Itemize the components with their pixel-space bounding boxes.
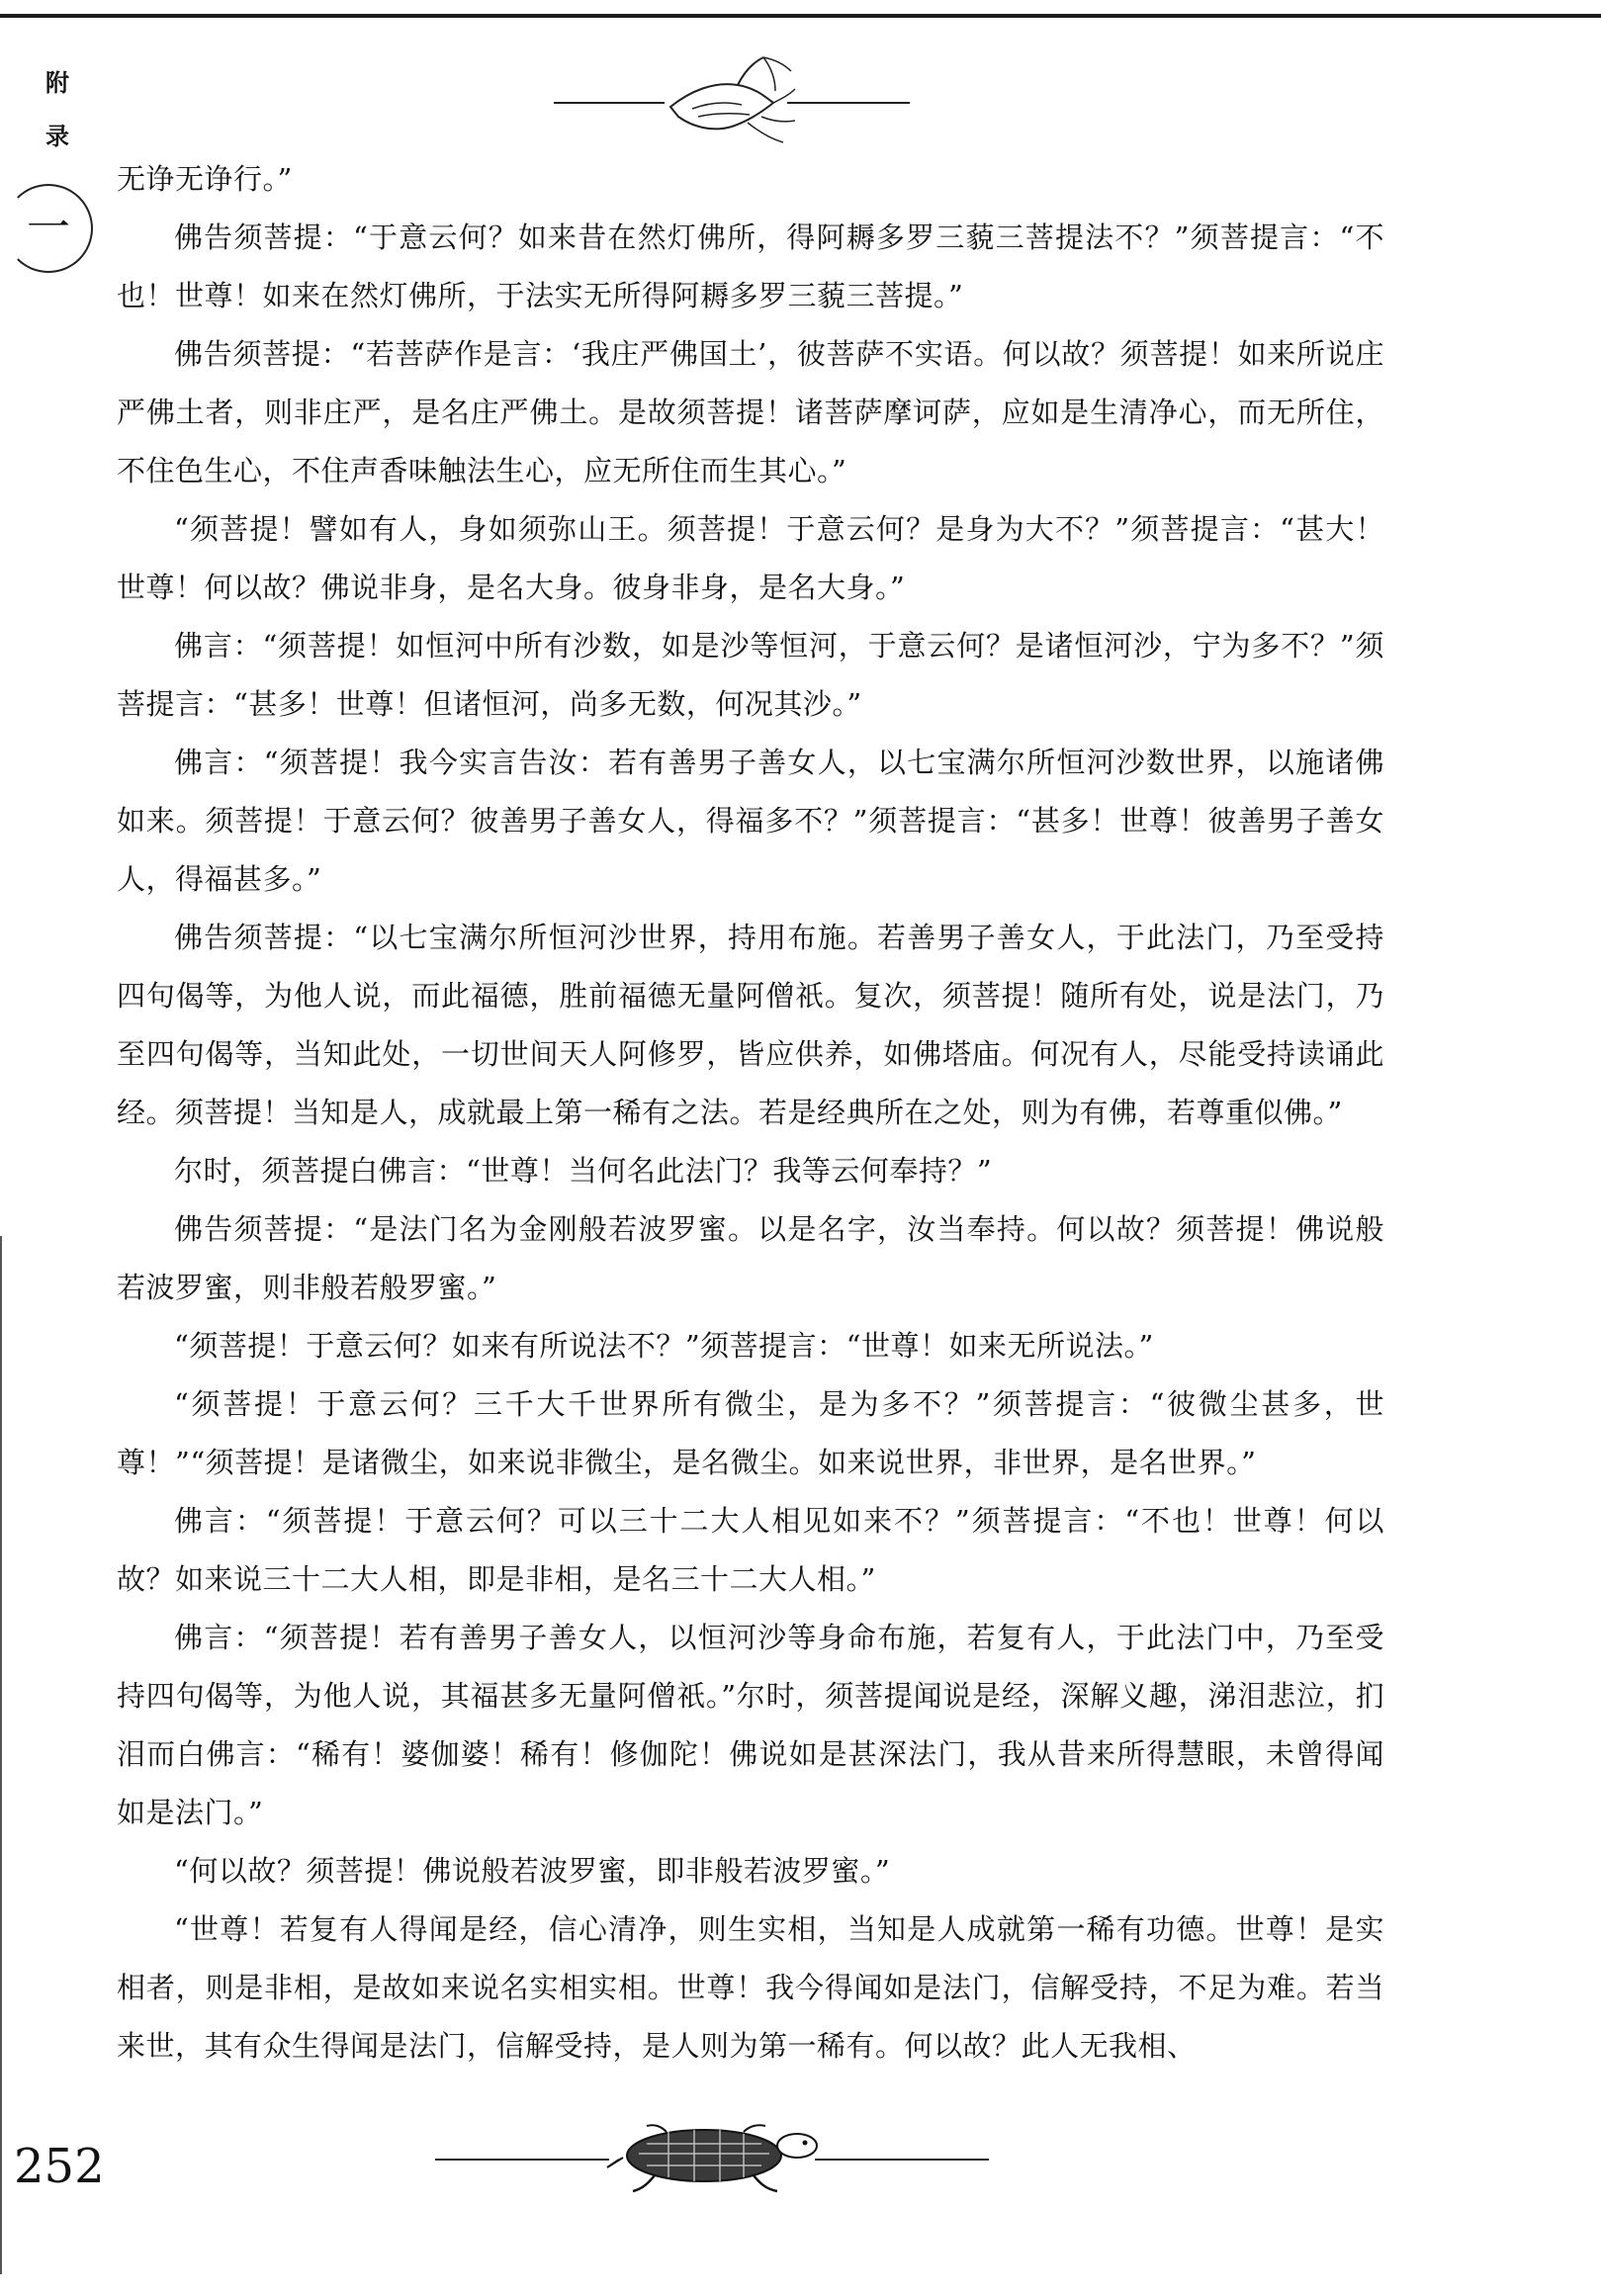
paragraph: “世尊！若复有人得闻是经，信心清净，则生实相，当知是人成就第一稀有功德。世尊！是实相者，则是非相，是故如来说名实相实相。世尊！我今得闻如是法门，信解受持，不足为难。若当来世，其有众生得闻是法门，信解受持，是人则为第一稀有。何以故？此人无我相、 bbox=[117, 1912, 1384, 2063]
paragraph: 佛言：“须菩提！于意云何？可以三十二大人相见如来不？”须菩提言：“不也！世尊！何以故？如来说三十二大人相，即是非相，是名三十二大人相。” bbox=[117, 1504, 1384, 1596]
scripture-text bbox=[117, 150, 1384, 2075]
paragraph: “须菩提！于意云何？三千大千世界所有微尘，是为多不？”须菩提言：“彼微尘甚多，世尊！”“须菩提！是诸微尘，如来说非微尘，是名微尘。如来说世界，非世界，是名世界。” bbox=[117, 1387, 1384, 1479]
scan-edge-line bbox=[0, 1236, 2, 2274]
paragraph: “须菩提！譬如有人，身如须弥山王。须菩提！于意云何？是身为大不？”须菩提言：“甚大！世尊！何以故？佛说非身，是名大身。彼身非身，是名大身。” bbox=[117, 512, 1384, 604]
paragraph: 佛言：“须菩提！如恒河中所有沙数，如是沙等恒河，于意云何？是诸恒河沙，宁为多不？”须菩提言：“甚多！世尊！但诸恒河，尚多无数，何况其沙。” bbox=[117, 629, 1384, 721]
hand-flower-ornament-icon bbox=[554, 51, 910, 154]
section-number-badge bbox=[4, 184, 93, 273]
top-rule bbox=[0, 14, 1601, 18]
turtle-ornament-icon bbox=[435, 2116, 989, 2199]
paragraph: 佛言：“须菩提！若有善男子善女人，以恒河沙等身命布施，若复有人，于此法门中，乃至受持四句偈等，为他人说，其福甚多无量阿僧祇。”尔时，须菩提闻说是经，深解义趣，涕泪悲泣，扪泪而白佛言：“稀有！婆伽婆！稀有！修伽陀！佛说如是甚深法门，我从昔来所得慧眼，未曾得闻如是法门。” bbox=[117, 1621, 1384, 1829]
paragraph: “须菩提！于意云何？如来有所说法不？”须菩提言：“世尊！如来无所说法。” bbox=[174, 1329, 1154, 1363]
paragraph: 佛言：“须菩提！我今实言告汝：若有善男子善女人，以七宝满尔所恒河沙数世界，以施诸佛如来。须菩提！于意云何？彼善男子善女人，得福多不？”须菩提言：“甚多！世尊！彼善男子善女人，得福甚多。” bbox=[117, 746, 1384, 896]
paragraph: 尔时，须菩提白佛言：“世尊！当何名此法门？我等云何奉持？” bbox=[174, 1154, 993, 1188]
side-label-appendix-1: 附 bbox=[45, 68, 69, 97]
side-label-appendix-2: 录 bbox=[45, 122, 69, 150]
page-number: 252 bbox=[14, 2139, 105, 2194]
paragraph: 佛告须菩提：“是法门名为金刚般若波罗蜜。以是名字，汝当奉持。何以故？须菩提！佛说般若波罗蜜，则非般若般罗蜜。” bbox=[117, 1212, 1384, 1304]
paragraph: 佛告须菩提：“若菩萨作是言：‘我庄严佛国土’，彼菩萨不实语。何以故？须菩提！如来所说庄严佛土者，则非庄严，是名庄严佛土。是故须菩提！诸菩萨摩诃萨，应如是生清净心，而无所住，不住色生心，不住声香味触法生心，应无所住而生其心。” bbox=[117, 337, 1384, 487]
paragraph: “何以故？须菩提！佛说般若波罗蜜，即非般若波罗蜜。” bbox=[174, 1854, 891, 1888]
paragraph: 无诤无诤行。” bbox=[117, 162, 293, 196]
paragraph: 佛告须菩提：“于意云何？如来昔在然灯佛所，得阿耨多罗三藐三菩提法不？”须菩提言：“不也！世尊！如来在然灯佛所，于法实无所得阿耨多罗三藐三菩提。” bbox=[117, 221, 1384, 312]
section-number: 一 bbox=[27, 203, 70, 253]
paragraph: 佛告须菩提：“以七宝满尔所恒河沙世界，持用布施。若善男子善女人，于此法门，乃至受持四句偈等，为他人说，而此福德，胜前福德无量阿僧祇。复次，须菩提！随所有处，说是法门，乃至四句偈等，当知此处，一切世间天人阿修罗，皆应供养，如佛塔庙。何况有人，尽能受持读诵此经。须菩提！当知是人，成就最上第一稀有之法。若是经典所在之处，则为有佛，若尊重似佛。” bbox=[117, 921, 1384, 1129]
